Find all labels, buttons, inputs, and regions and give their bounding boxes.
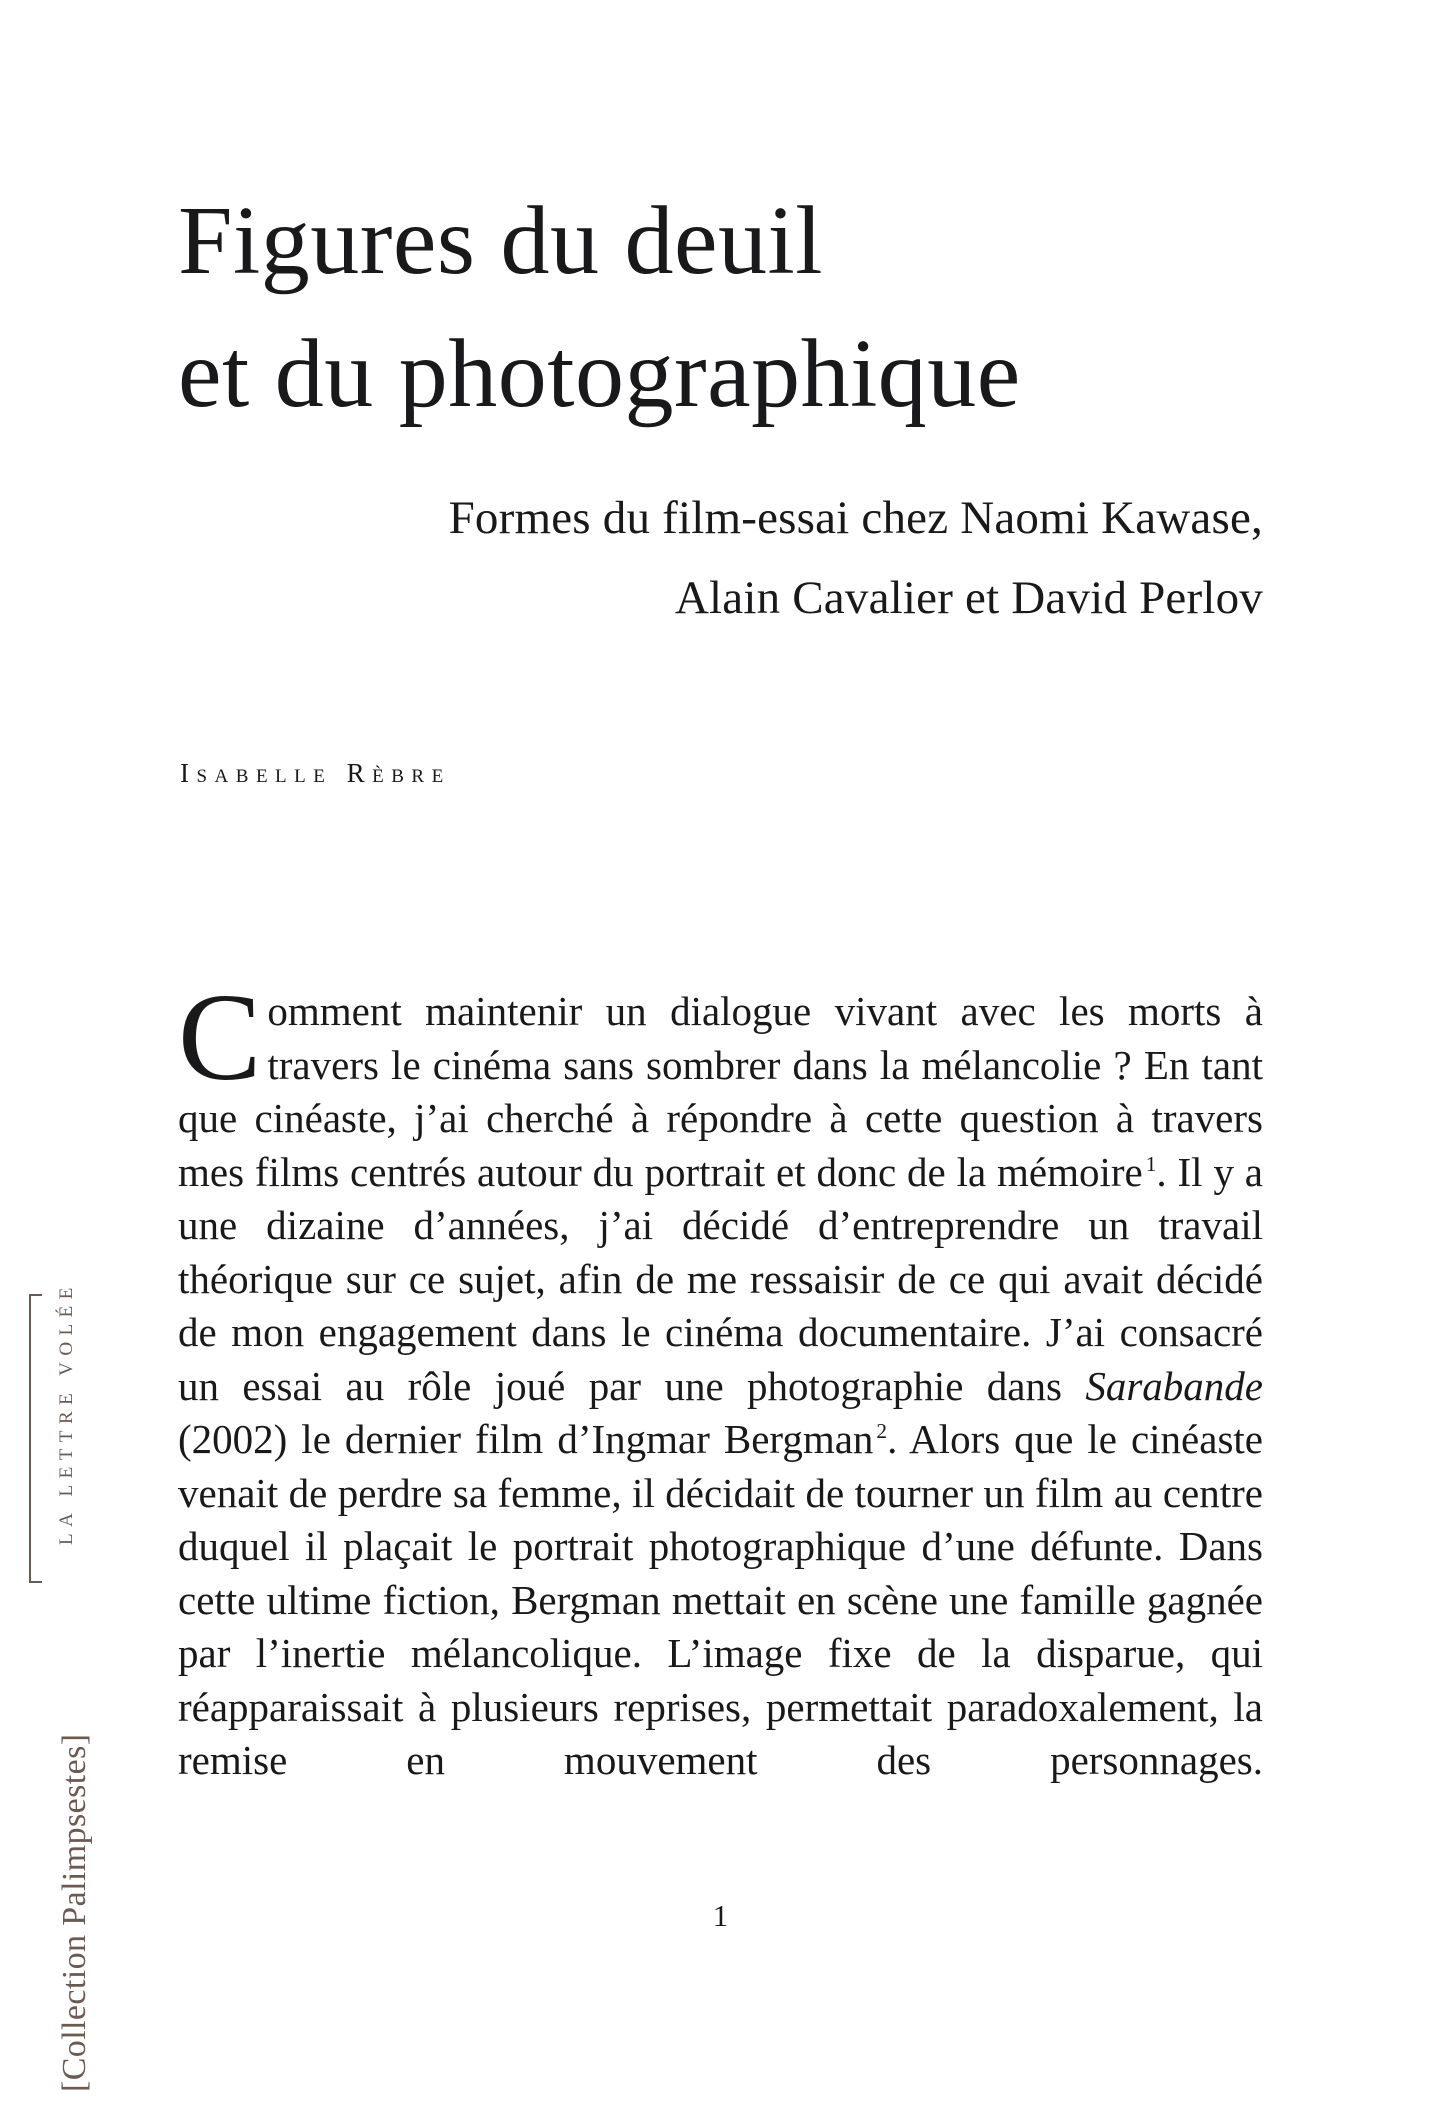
subtitle-line-1: Formes du film-essai chez Naomi Kawase, — [448, 492, 1263, 544]
title-line-2: et du photographique — [178, 320, 1021, 428]
spine-bracket-rule — [29, 1295, 31, 1583]
footnote-marker-2[interactable]: 2 — [876, 1419, 888, 1444]
body-text-part-2: . Il y a une dizaine d’années, j’ai décidé d’entreprendre un travail théorique sur ce sujet, afin de me ressaisir de ce qui avait décidé de mon engagement dans le cinéma documentaire. J’ai consacré un essai au rôle joué par une photographie dans — [178, 1148, 1263, 1409]
body-text-part-1: omment maintenir un dialogue vivant avec les morts à travers le cinéma sans sombrer dans la mélancolie ? En tant que cinéaste, j’ai cherché à répondre à cette question à travers mes films centrés autour du portrait et donc de la mémoire — [178, 988, 1263, 1195]
body-text-part-3: (2002) le dernier film d’Ingmar Bergman — [178, 1416, 874, 1462]
body-text — [178, 969, 1263, 1788]
subtitle-line-2: Alain Cavalier et David Perlov — [674, 572, 1263, 624]
body-text-part-4: . Alors que le cinéaste venait de perdre sa femme, il décidait de tourner un film au centre duquel il plaçait le portrait photographique d’une défunte. Dans cette ultime fiction, Bergman mettait en scène une famille gagnée par l’inertie mélancolique. L’image fixe de la disparue, qui réapparaissait à plusieurs reprises, permettait paradoxalement, la remise en mouvement des personnages. — [178, 1416, 1263, 1783]
spine-sidebar — [0, 0, 110, 2126]
body-paragraph — [178, 969, 1263, 1788]
footnote-marker-1[interactable]: 1 — [1145, 1151, 1157, 1176]
page-number: 1 — [712, 1898, 729, 1933]
spine-bracket-bottom — [29, 1581, 42, 1583]
spine-collection-label: [Collection Palimpsestes] — [56, 1733, 93, 2092]
page-subtitle — [300, 478, 1263, 638]
drop-cap: C — [178, 969, 262, 1107]
film-title-sarabande: Sarabande — [1085, 1362, 1263, 1409]
page-title — [178, 175, 1263, 441]
author-byline: Isabelle Rèbre — [180, 758, 451, 788]
title-line-1: Figures du deuil — [178, 187, 823, 295]
spine-imprint-label: LA LETTRE VOLÉE — [56, 1281, 77, 1545]
